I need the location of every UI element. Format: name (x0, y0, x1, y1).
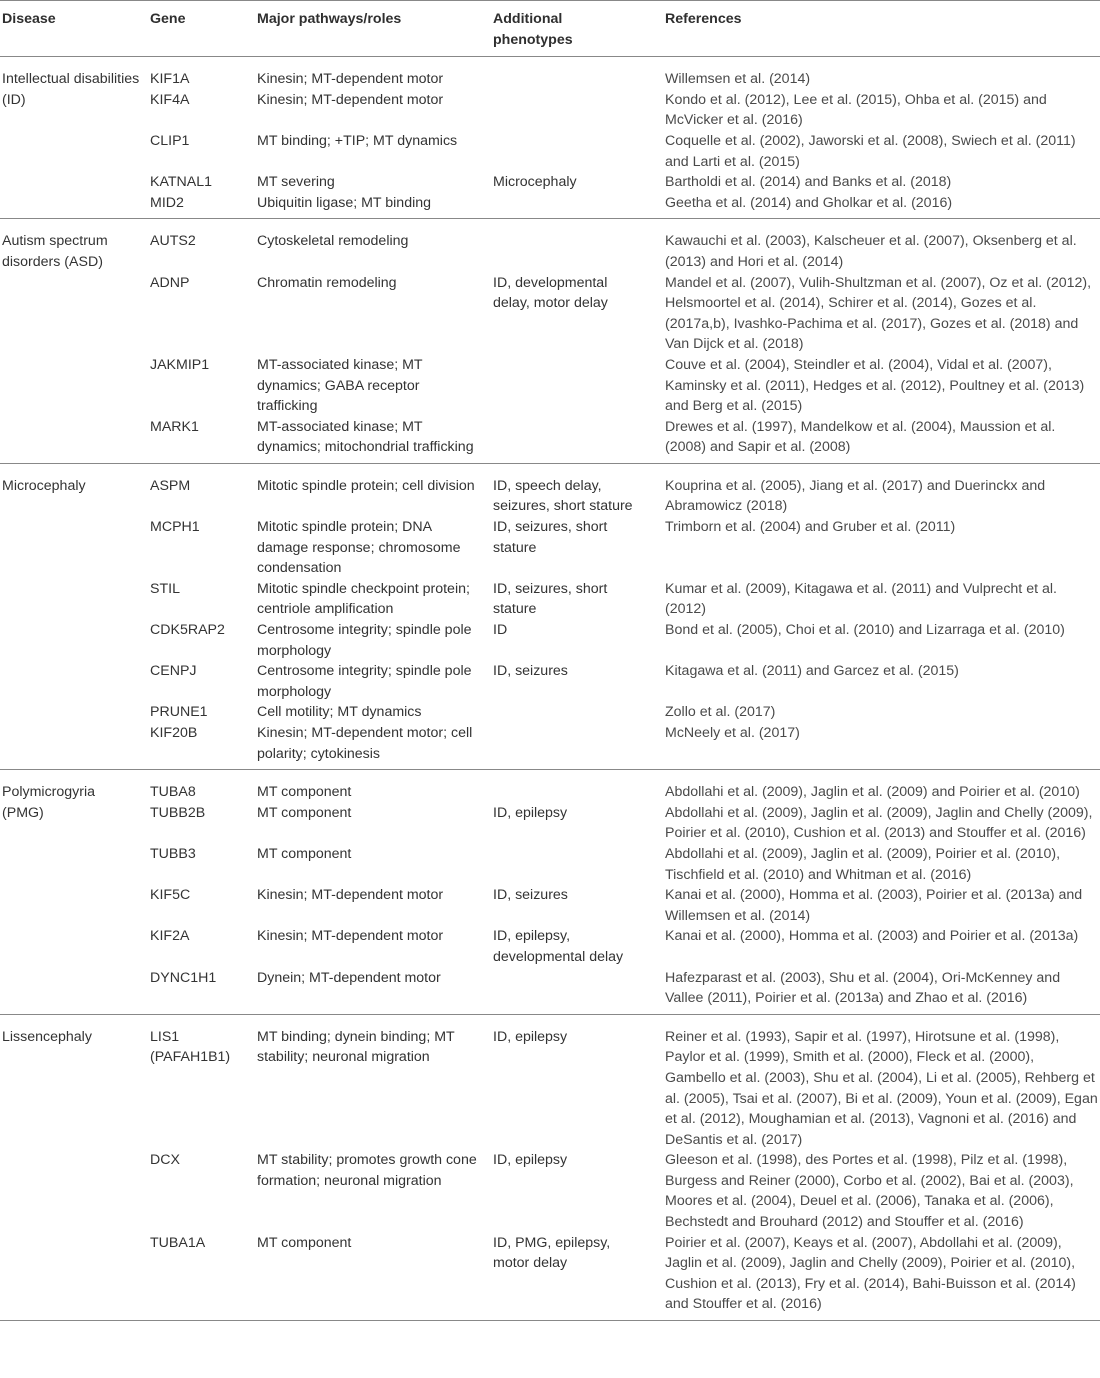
gene-cell: MID2 (150, 194, 184, 211)
gene-cell: JAKMIP1 (150, 356, 210, 373)
table-row (0, 661, 1100, 702)
roles-cell: MT component (257, 1234, 352, 1251)
disease-cell: Lissencephaly (2, 1028, 92, 1045)
table-row (0, 968, 1100, 1015)
disease-group (0, 770, 1100, 1015)
gene-cell: TUBB2B (150, 804, 206, 821)
gene-cell: KIF1A (150, 71, 190, 88)
references-cell: Gleeson et al. (1998), des Portes et al. (1998), Pilz et al. (1998), Burgess and Reiner (2000), Corbo et al. (2002), Bai et al. (2003), Moores et al. (2004), Deuel et al. (2006), Tanaka et al. (2006), Bechstedt and Brouhard (2012) and Stouffer et al. (2016) (665, 1152, 1074, 1231)
references-cell: Kouprina et al. (2005), Jiang et al. (2017) and Duerinckx and Abramowicz (2018) (665, 477, 1046, 515)
roles-cell: Kinesin; MT-dependent motor; cell polarity; cytokinesis (257, 725, 473, 762)
references-cell: Kondo et al. (2012), Lee et al. (2015), Ohba et al. (2015) and McVicker et al. (2016) (665, 91, 1047, 129)
header-references: References (665, 11, 742, 27)
table-row (0, 926, 1100, 967)
table-row (0, 702, 1100, 723)
gene-cell: CENPJ (150, 663, 197, 680)
references-cell: Kanai et al. (2000), Homma et al. (2003), Poirier et al. (2013a) and Willemsen et al. (2014) (665, 887, 1083, 924)
references-cell: Bond et al. (2005), Choi et al. (2010) and Lizarraga et al. (2010) (665, 622, 1065, 639)
references-cell: Kitagawa et al. (2011) and Garcez et al. (2015) (665, 663, 959, 680)
references-cell: Couve et al. (2004), Steindler et al. (2004), Vidal et al. (2007), Kaminsky et al. (2011), Hedges et al. (2012), Poultney et al. (2013) and Berg et al. (2015) (665, 356, 1085, 415)
table-row (0, 1014, 1100, 1150)
gene-cell: TUBB3 (150, 845, 196, 862)
references-cell: Abdollahi et al. (2009), Jaglin et al. (2009) and Poirier et al. (2010) (665, 784, 1080, 801)
gene-cell: MARK1 (150, 418, 199, 435)
gene-cell: KATNAL1 (150, 174, 213, 191)
roles-cell: Mitotic spindle protein; cell division (257, 477, 475, 494)
table-row (0, 463, 1100, 517)
roles-cell: Centrosome integrity; spindle pole morphology (257, 622, 472, 659)
phenotype-cell (493, 193, 665, 219)
roles-cell: MT severing (257, 174, 335, 191)
table-row (0, 844, 1100, 885)
header-disease: Disease (2, 11, 56, 27)
roles-cell: Cell motility; MT dynamics (257, 704, 422, 721)
phenotype-cell: ID (493, 622, 508, 639)
roles-cell: MT-associated kinase; MT dynamics; mitochondrial trafficking (257, 418, 474, 456)
roles-cell: Mitotic spindle checkpoint protein; centriole amplification (257, 580, 470, 618)
phenotype-cell: ID, speech delay, seizures, short stature (493, 477, 633, 515)
disease-cell: Autism spectrum disorders (ASD) (2, 233, 108, 270)
disease-cell: Intellectual disabilities (ID) (2, 71, 140, 108)
references-cell: Kanai et al. (2000), Homma et al. (2003) and Poirier et al. (2013a) (665, 928, 1079, 945)
table-row (0, 90, 1100, 131)
table-bottom-rule (0, 1320, 1100, 1321)
roles-cell: MT component (257, 804, 352, 821)
table-row (0, 172, 1100, 193)
gene-cell: TUBA8 (150, 784, 196, 801)
table-header (0, 1, 1100, 57)
gene-cell: PRUNE1 (150, 704, 208, 721)
gene-cell: KIF5C (150, 887, 191, 904)
references-cell: Zollo et al. (2017) (665, 704, 776, 721)
roles-cell: MT stability; promotes growth cone formation; neuronal migration (257, 1152, 477, 1189)
table-row (0, 219, 1100, 273)
phenotype-cell: ID, developmental delay, motor delay (493, 274, 608, 312)
gene-cell: TUBA1A (150, 1234, 206, 1251)
roles-cell: Kinesin; MT-dependent motor (257, 928, 444, 945)
references-cell: Kumar et al. (2009), Kitagawa et al. (2011) and Vulprecht et al. (2012) (665, 580, 1057, 618)
phenotype-cell: ID, seizures, short stature (493, 519, 608, 556)
roles-cell: Kinesin; MT-dependent motor (257, 71, 444, 88)
references-cell: Mandel et al. (2007), Vulih-Shultzman et al. (2007), Oz et al. (2012), Helsmoortel et al. (2014), Schirer et al. (2014), Gozes et al. (2017a,b), Ivashko-Pachima et al. (2017), Gozes et al. (2018) and Van Dijck et al. (2018) (665, 274, 1092, 353)
disease-cell: Microcephaly (2, 477, 86, 494)
roles-cell: Kinesin; MT-dependent motor (257, 91, 444, 108)
table-row (0, 517, 1100, 579)
table-row (0, 620, 1100, 661)
phenotype-cell (493, 723, 665, 770)
gene-cell: DYNC1H1 (150, 969, 217, 986)
roles-cell: MT component (257, 784, 352, 801)
phenotype-cell: ID, PMG, epilepsy, motor delay (493, 1234, 611, 1272)
phenotype-cell (493, 417, 665, 464)
disease-group (0, 1014, 1100, 1320)
table-row (0, 803, 1100, 844)
table-row (0, 57, 1100, 90)
phenotype-cell: ID, seizures (493, 887, 568, 904)
phenotype-cell: ID, seizures (493, 663, 568, 680)
gene-cell: MCPH1 (150, 519, 200, 536)
disease-group (0, 57, 1100, 219)
gene-cell: AUTS2 (150, 233, 196, 250)
references-cell: Kawauchi et al. (2003), Kalscheuer et al. (2007), Oksenberg et al. (2013) and Hori et al. (2014) (665, 233, 1077, 270)
roles-cell: MT-associated kinase; MT dynamics; GABA receptor trafficking (257, 356, 423, 415)
references-cell: Reiner et al. (1993), Sapir et al. (1997), Hirotsune et al. (1998), Paylor et al. (1999), Smith et al. (2000), Fleck et al. (2000), Gambello et al. (2003), Shu et al. (2004), Li et al. (2005), Rehberg et al. (2005), Tsai et al. (2007), Bi et al. (2009), Youn et al. (2009), Egan et al. (2012), Moughamian et al. (2013), Vagnoni et al. (2016) and DeSantis et al. (2017) (665, 1028, 1098, 1148)
phenotype-cell (493, 968, 665, 1015)
roles-cell: Mitotic spindle protein; DNA damage response; chromosome condensation (257, 519, 461, 577)
table-row (0, 1150, 1100, 1232)
header-phenotypes: Additional phenotypes (493, 11, 573, 48)
table-row (0, 417, 1100, 464)
references-cell: Coquelle et al. (2002), Jaworski et al. (2008), Swiech et al. (2011) and Larti et al. (2015) (665, 132, 1076, 170)
phenotype-cell (493, 770, 665, 803)
phenotype-cell: ID, epilepsy (493, 804, 568, 821)
disease-cell: Polymicrogyria (PMG) (2, 784, 96, 821)
references-cell: Geetha et al. (2014) and Gholkar et al. (2016) (665, 194, 953, 211)
phenotype-cell (493, 702, 665, 723)
roles-cell: Kinesin; MT-dependent motor (257, 887, 444, 904)
references-cell: Poirier et al. (2007), Keays et al. (2007), Abdollahi et al. (2009), Jaglin et al. (2009), Jaglin and Chelly (2009), Poirier et al. (2010), Cushion et al. (2013), Fry et al. (2014), Bahi-Buisson et al. (2014) and Stouffer et al. (2016) (665, 1234, 1076, 1313)
table-row (0, 885, 1100, 926)
phenotype-cell: Microcephaly (493, 174, 577, 191)
roles-cell: Dynein; MT-dependent motor (257, 969, 441, 986)
references-cell: McNeely et al. (2017) (665, 725, 800, 741)
phenotype-cell: ID, epilepsy (493, 1152, 568, 1169)
phenotype-cell (493, 57, 665, 90)
gene-cell: CLIP1 (150, 132, 190, 149)
table-row (0, 273, 1100, 355)
references-cell: Abdollahi et al. (2009), Jaglin et al. (2009), Jaglin and Chelly (2009), Poirier et al. (2010), Cushion et al. (2013) and Stouffer et al. (2016) (665, 804, 1093, 842)
references-cell: Hafezparast et al. (2003), Shu et al. (2004), Ori-McKenney and Vallee (2011), Poirier et al. (2013a) and Zhao et al. (2016) (665, 969, 1061, 1007)
table-row (0, 355, 1100, 417)
table-row (0, 723, 1100, 770)
roles-cell: MT binding; dynein binding; MT stability; neuronal migration (257, 1028, 455, 1066)
table-row (0, 1233, 1100, 1320)
roles-cell: Centrosome integrity; spindle pole morphology (257, 663, 472, 700)
roles-cell: Cytoskeletal remodeling (257, 233, 409, 250)
gene-cell: CDK5RAP2 (150, 622, 225, 639)
disease-group (0, 463, 1100, 769)
gene-cell: LIS1 (PAFAH1B1) (150, 1028, 231, 1066)
roles-cell: Chromatin remodeling (257, 274, 397, 291)
phenotype-cell: ID, seizures, short stature (493, 580, 608, 618)
header-gene: Gene (150, 11, 186, 27)
references-cell: Willemsen et al. (2014) (665, 71, 811, 88)
phenotype-cell (493, 131, 665, 172)
phenotype-cell (493, 219, 665, 273)
gene-cell: ASPM (150, 477, 191, 494)
header-roles: Major pathways/roles (257, 11, 402, 27)
gene-cell: STIL (150, 580, 180, 597)
table-row (0, 770, 1100, 803)
gene-cell: KIF4A (150, 91, 190, 108)
roles-cell: MT component (257, 845, 352, 862)
phenotype-cell: ID, epilepsy (493, 1028, 568, 1045)
table-row (0, 193, 1100, 219)
roles-cell: MT binding; +TIP; MT dynamics (257, 132, 458, 149)
references-cell: Drewes et al. (1997), Mandelkow et al. (2004), Maussion et al. (2008) and Sapir et al. (2008) (665, 418, 1056, 456)
phenotype-cell (493, 90, 665, 131)
references-cell: Bartholdi et al. (2014) and Banks et al. (2018) (665, 174, 952, 191)
references-cell: Trimborn et al. (2004) and Gruber et al. (2011) (665, 519, 956, 536)
gene-cell: ADNP (150, 274, 190, 291)
disease-group (0, 219, 1100, 464)
table-row (0, 579, 1100, 620)
roles-cell: Ubiquitin ligase; MT binding (257, 194, 432, 211)
references-cell: Abdollahi et al. (2009), Jaglin et al. (2009), Poirier et al. (2010), Tischfield et al. (2010) and Whitman et al. (2016) (665, 845, 1061, 883)
phenotype-cell (493, 355, 665, 417)
gene-cell: KIF20B (150, 725, 198, 741)
table-row (0, 131, 1100, 172)
gene-cell: DCX (150, 1152, 180, 1169)
phenotype-cell: ID, epilepsy, developmental delay (493, 928, 624, 965)
phenotype-cell (493, 844, 665, 885)
gene-cell: KIF2A (150, 928, 190, 945)
